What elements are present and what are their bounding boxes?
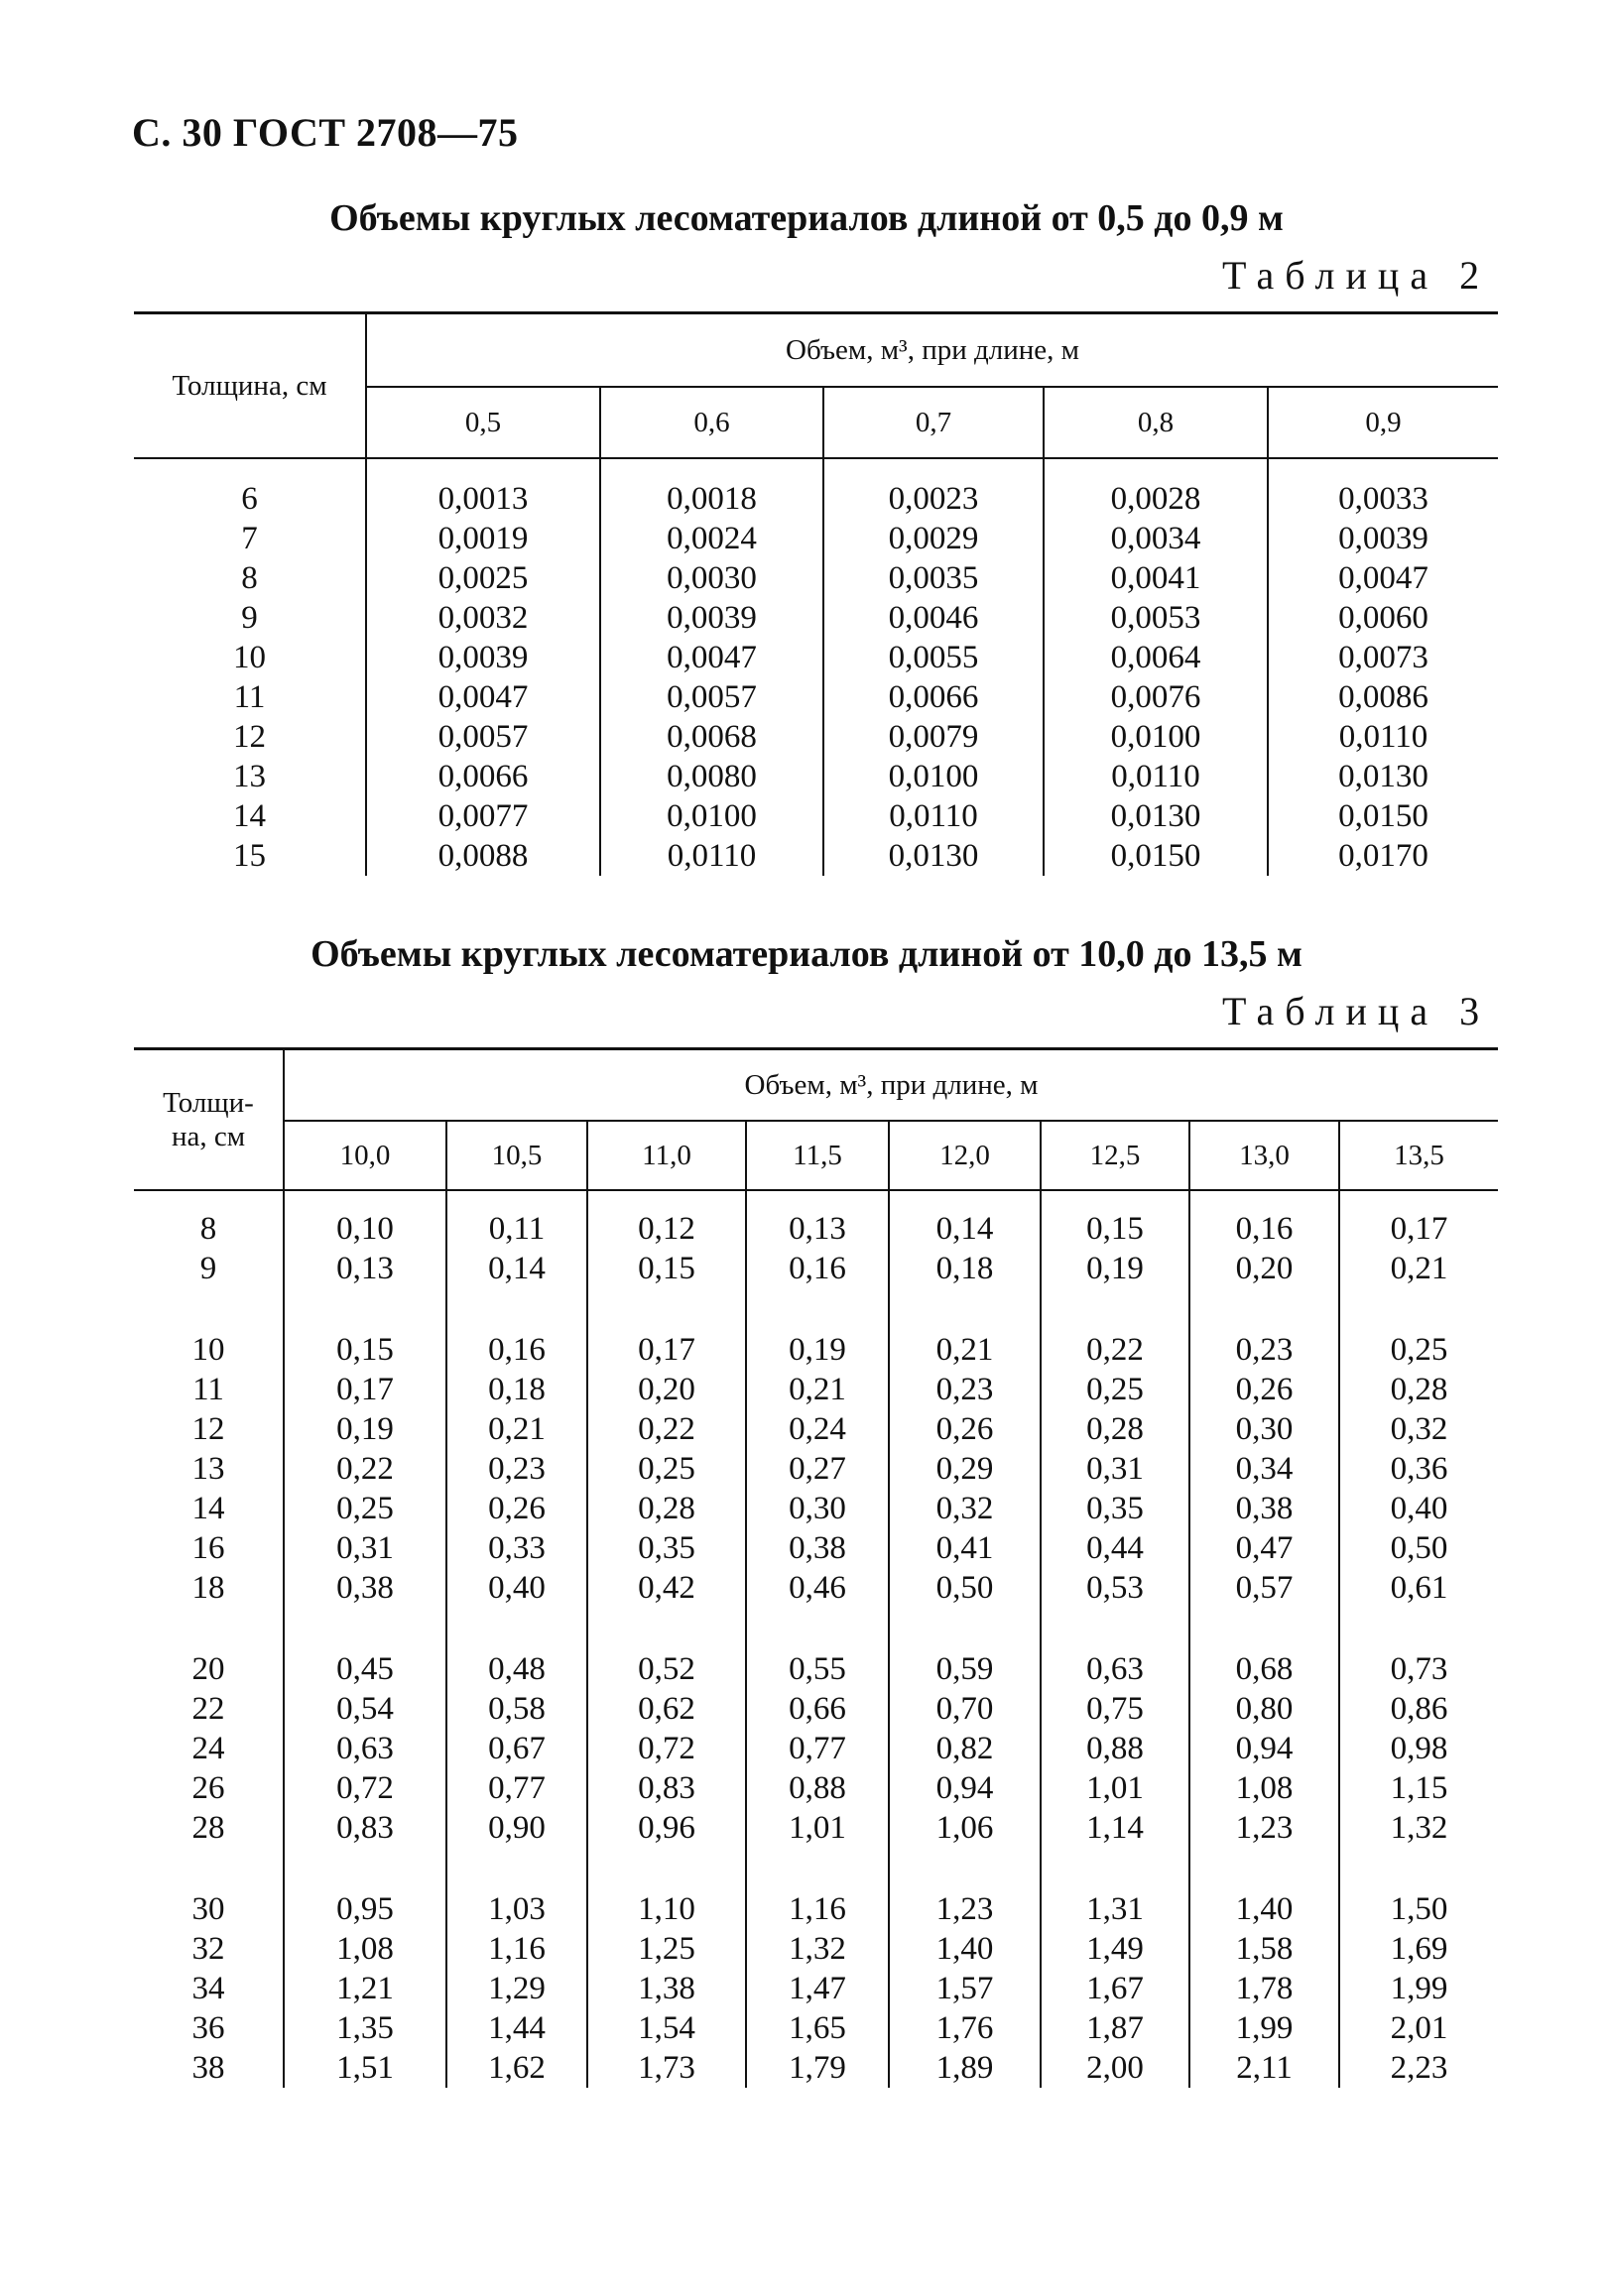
table-row	[134, 717, 1498, 757]
table3-volume-cell: 0,63	[1041, 1649, 1189, 1689]
table3-volume-cell: 0,68	[1189, 1649, 1339, 1689]
table2-column-header: 0,8	[1044, 387, 1268, 458]
table3	[134, 1047, 1498, 2088]
table-row	[134, 1330, 1498, 1370]
table3-volume-cell: 0,16	[1189, 1209, 1339, 1249]
table3-volume-cell: 0,30	[1189, 1409, 1339, 1449]
table-row	[134, 757, 1498, 796]
table3-volume-cell: 2,11	[1189, 2048, 1339, 2088]
table3-spacer-row	[134, 1288, 1498, 1330]
table3-volume-cell: 0,63	[284, 1729, 446, 1768]
table2-volume-cell: 0,0086	[1268, 677, 1498, 717]
table2-spacer-row	[134, 458, 1498, 479]
table3-thickness-cell: 20	[191, 1651, 225, 1687]
table3-volume-cell: 0,88	[746, 1768, 889, 1808]
table3-thickness-cell: 28	[191, 1810, 225, 1846]
table3-volume-cell: 0,38	[284, 1568, 446, 1608]
table2-thickness-cell: 6	[241, 481, 258, 517]
table3-volume-cell: 1,57	[889, 1969, 1041, 2008]
table3-thickness-cell: 8	[199, 1211, 217, 1247]
table3-volume-cell: 1,01	[746, 1808, 889, 1848]
table3-volume-cell: 0,32	[1339, 1409, 1498, 1449]
table3-volume-cell: 0,70	[889, 1689, 1041, 1729]
table3-volume-cell: 1,73	[587, 2048, 746, 2088]
table2-volume-cell: 0,0055	[823, 638, 1044, 677]
table2-volume-cell: 0,0066	[823, 677, 1044, 717]
table3-volume-cell: 0,21	[889, 1330, 1041, 1370]
table-row	[134, 2008, 1498, 2048]
table3-volume-cell: 0,72	[284, 1768, 446, 1808]
table3-spacer-row	[134, 1848, 1498, 1889]
table3-volume-cell: 0,83	[587, 1768, 746, 1808]
table3-volume-cell: 0,58	[446, 1689, 587, 1729]
table3-volume-cell: 0,28	[1339, 1370, 1498, 1409]
table-row	[134, 2048, 1498, 2088]
table2-column-header: 0,5	[366, 387, 600, 458]
table-row	[134, 1808, 1498, 1848]
table3-volume-cell: 1,21	[284, 1969, 446, 2008]
table-row	[134, 479, 1498, 519]
table3-volume-cell: 2,23	[1339, 2048, 1498, 2088]
table3-thickness-cell: 24	[191, 1731, 225, 1766]
table2-volume-cell: 0,0150	[1268, 796, 1498, 836]
table2-group-header: Объем, м³, при длине, м	[366, 313, 1498, 388]
table2-thickness-cell: 7	[241, 521, 258, 556]
table2-thickness-cell: 10	[233, 640, 266, 675]
table3-volume-cell: 0,29	[889, 1449, 1041, 1489]
table3-thickness-cell: 18	[191, 1570, 225, 1606]
table3-volume-cell: 1,65	[746, 2008, 889, 2048]
table3-volume-cell: 1,08	[284, 1929, 446, 1969]
table-row	[134, 1768, 1498, 1808]
table3-volume-cell: 0,94	[1189, 1729, 1339, 1768]
table3-volume-cell: 0,31	[284, 1528, 446, 1568]
table3-volume-cell: 1,29	[446, 1969, 587, 2008]
table3-volume-cell: 0,16	[446, 1330, 587, 1370]
table3-volume-cell: 0,20	[587, 1370, 746, 1409]
table3-volume-cell: 1,01	[1041, 1768, 1189, 1808]
table3-volume-cell: 1,25	[587, 1929, 746, 1969]
table2-volume-cell: 0,0110	[600, 836, 823, 876]
table2-volume-cell: 0,0039	[600, 598, 823, 638]
table3-volume-cell: 0,16	[746, 1249, 889, 1288]
table3-volume-cell: 0,44	[1041, 1528, 1189, 1568]
table2-volume-cell: 0,0100	[600, 796, 823, 836]
table2-caption: Объемы круглых лесоматериалов длиной от 0,5 до 0,9 м	[329, 197, 1284, 239]
table3-volume-cell: 2,00	[1041, 2048, 1189, 2088]
table3-volume-cell: 1,10	[587, 1889, 746, 1929]
table3-volume-cell: 0,40	[1339, 1489, 1498, 1528]
table3-column-header: 11,5	[746, 1121, 889, 1190]
table3-first-col-header	[134, 1049, 284, 1191]
table2-thickness-cell: 8	[241, 560, 258, 596]
table3-volume-cell: 0,10	[284, 1209, 446, 1249]
table-row	[134, 1889, 1498, 1929]
table2-volume-cell: 0,0039	[366, 638, 600, 677]
table3-volume-cell: 0,14	[446, 1249, 587, 1288]
table3-volume-cell: 0,23	[1189, 1330, 1339, 1370]
table3-volume-cell: 0,41	[889, 1528, 1041, 1568]
table3-volume-cell: 0,22	[1041, 1330, 1189, 1370]
table3-volume-cell: 1,32	[1339, 1808, 1498, 1848]
table3-volume-cell: 0,95	[284, 1889, 446, 1929]
table3-volume-cell: 1,40	[889, 1929, 1041, 1969]
table3-volume-cell: 0,53	[1041, 1568, 1189, 1608]
table3-volume-cell: 1,16	[446, 1929, 587, 1969]
table3-volume-cell: 0,72	[587, 1729, 746, 1768]
table3-volume-cell: 0,36	[1339, 1449, 1498, 1489]
table2-volume-cell: 0,0041	[1044, 558, 1268, 598]
table3-volume-cell: 0,80	[1189, 1689, 1339, 1729]
table3-volume-cell: 0,30	[746, 1489, 889, 1528]
table3-volume-cell: 1,76	[889, 2008, 1041, 2048]
table3-volume-cell: 0,32	[889, 1489, 1041, 1528]
table3-thickness-cell: 22	[191, 1691, 225, 1727]
table3-thickness-cell: 34	[191, 1971, 225, 2006]
table-row	[134, 1649, 1498, 1689]
table3-volume-cell: 1,62	[446, 2048, 587, 2088]
table3-thickness-cell: 32	[191, 1931, 225, 1967]
table2-volume-cell: 0,0076	[1044, 677, 1268, 717]
table3-volume-cell: 1,16	[746, 1889, 889, 1929]
table2-volume-cell: 0,0030	[600, 558, 823, 598]
table3-spacer-row	[134, 1190, 1498, 1209]
table2-volume-cell: 0,0060	[1268, 598, 1498, 638]
table2-volume-cell: 0,0047	[600, 638, 823, 677]
table2-volume-cell: 0,0035	[823, 558, 1044, 598]
table3-caption: Объемы круглых лесоматериалов длиной от 10,0 до 13,5 м	[310, 933, 1303, 975]
table3-volume-cell: 0,22	[284, 1449, 446, 1489]
table3-volume-cell: 0,46	[746, 1568, 889, 1608]
table3-volume-cell: 0,26	[1189, 1370, 1339, 1409]
table3-volume-cell: 0,12	[587, 1209, 746, 1249]
table3-volume-cell: 0,25	[587, 1449, 746, 1489]
table2-volume-cell: 0,0064	[1044, 638, 1268, 677]
table3-volume-cell: 0,19	[746, 1330, 889, 1370]
table2-volume-cell: 0,0077	[366, 796, 600, 836]
table2	[134, 311, 1498, 876]
table-row	[134, 638, 1498, 677]
table3-volume-cell: 0,25	[284, 1489, 446, 1528]
table3-thickness-cell: 14	[191, 1491, 225, 1526]
table3-first-col-header-line2: на, см	[171, 1121, 246, 1152]
table-row	[134, 1209, 1498, 1249]
table-row	[134, 1370, 1498, 1409]
table3-volume-cell: 0,15	[587, 1249, 746, 1288]
table2-column-header: 0,6	[600, 387, 823, 458]
table3-volume-cell: 0,47	[1189, 1528, 1339, 1568]
table3-first-col-header-line1: Толщи-	[163, 1087, 254, 1119]
table-row	[134, 796, 1498, 836]
table3-volume-cell: 0,57	[1189, 1568, 1339, 1608]
table3-volume-cell: 1,14	[1041, 1808, 1189, 1848]
table3-volume-cell: 1,15	[1339, 1768, 1498, 1808]
table3-volume-cell: 1,06	[889, 1808, 1041, 1848]
table2-first-col-header: Толщина, см	[134, 313, 366, 459]
table2-volume-cell: 0,0073	[1268, 638, 1498, 677]
table-row	[134, 598, 1498, 638]
table2-volume-cell: 0,0053	[1044, 598, 1268, 638]
table3-volume-cell: 1,23	[889, 1889, 1041, 1929]
table3-volume-cell: 0,21	[746, 1370, 889, 1409]
table2-volume-cell: 0,0047	[1268, 558, 1498, 598]
table2-thickness-cell: 11	[233, 679, 266, 715]
table2-volume-cell: 0,0023	[823, 479, 1044, 519]
table3-volume-cell: 0,73	[1339, 1649, 1498, 1689]
table3-thickness-cell: 38	[191, 2050, 225, 2086]
table3-thickness-cell: 30	[191, 1891, 225, 1927]
table3-volume-cell: 0,88	[1041, 1729, 1189, 1768]
table3-volume-cell: 0,15	[284, 1330, 446, 1370]
table3-volume-cell: 0,61	[1339, 1568, 1498, 1608]
table2-volume-cell: 0,0047	[366, 677, 600, 717]
table3-volume-cell: 0,31	[1041, 1449, 1189, 1489]
table3-label: Таблица 3	[1222, 989, 1491, 1033]
table3-volume-cell: 1,58	[1189, 1929, 1339, 1969]
table3-volume-cell: 0,50	[889, 1568, 1041, 1608]
table3-thickness-cell: 10	[191, 1332, 225, 1368]
table2-column-header: 0,7	[823, 387, 1044, 458]
table3-thickness-cell: 36	[191, 2010, 225, 2046]
table2-volume-cell: 0,0068	[600, 717, 823, 757]
table3-column-header: 13,0	[1189, 1121, 1339, 1190]
table2-volume-cell: 0,0130	[1268, 757, 1498, 796]
table3-volume-cell: 0,55	[746, 1649, 889, 1689]
table2-thickness-cell: 14	[233, 798, 266, 834]
table2-volume-cell: 0,0110	[823, 796, 1044, 836]
table-row	[134, 1729, 1498, 1768]
table3-volume-cell: 1,69	[1339, 1929, 1498, 1969]
table2-label: Таблица 2	[1222, 253, 1491, 298]
table3-volume-cell: 0,77	[446, 1768, 587, 1808]
table3-volume-cell: 0,40	[446, 1568, 587, 1608]
table2-volume-cell: 0,0028	[1044, 479, 1268, 519]
table3-volume-cell: 1,99	[1339, 1969, 1498, 2008]
table3-volume-cell: 1,47	[746, 1969, 889, 2008]
table-row	[134, 558, 1498, 598]
table3-column-header: 10,0	[284, 1121, 446, 1190]
table3-volume-cell: 0,19	[1041, 1249, 1189, 1288]
table3-volume-cell: 0,67	[446, 1729, 587, 1768]
table2-volume-cell: 0,0018	[600, 479, 823, 519]
table2-volume-cell: 0,0130	[1044, 796, 1268, 836]
table3-volume-cell: 0,25	[1339, 1330, 1498, 1370]
table3-volume-cell: 1,03	[446, 1889, 587, 1929]
table3-volume-cell: 0,98	[1339, 1729, 1498, 1768]
table3-group-header: Объем, м³, при длине, м	[284, 1049, 1498, 1122]
table-row	[134, 519, 1498, 558]
table2-volume-cell: 0,0033	[1268, 479, 1498, 519]
table2-volume-cell: 0,0039	[1268, 519, 1498, 558]
table3-thickness-cell: 13	[191, 1451, 225, 1487]
table3-volume-cell: 0,50	[1339, 1528, 1498, 1568]
table-row	[134, 1249, 1498, 1288]
table3-volume-cell: 0,23	[446, 1449, 587, 1489]
table3-volume-cell: 1,67	[1041, 1969, 1189, 2008]
table3-volume-cell: 1,49	[1041, 1929, 1189, 1969]
table2-volume-cell: 0,0013	[366, 479, 600, 519]
table2-volume-cell: 0,0080	[600, 757, 823, 796]
table2-column-header: 0,9	[1268, 387, 1498, 458]
table3-volume-cell: 0,38	[746, 1528, 889, 1568]
table2-volume-cell: 0,0032	[366, 598, 600, 638]
table3-volume-cell: 0,24	[746, 1409, 889, 1449]
table3-volume-cell: 0,59	[889, 1649, 1041, 1689]
table3-volume-cell: 1,50	[1339, 1889, 1498, 1929]
table3-thickness-cell: 16	[191, 1530, 225, 1566]
table-row	[134, 836, 1498, 876]
table3-column-header: 11,0	[587, 1121, 746, 1190]
table3-volume-cell: 2,01	[1339, 2008, 1498, 2048]
table-row	[134, 677, 1498, 717]
table3-volume-cell: 0,18	[889, 1249, 1041, 1288]
table-row	[134, 1929, 1498, 1969]
table2-volume-cell: 0,0025	[366, 558, 600, 598]
table2-thickness-cell: 13	[233, 759, 266, 794]
table3-volume-cell: 0,45	[284, 1649, 446, 1689]
table3-volume-cell: 1,79	[746, 2048, 889, 2088]
table2-volume-cell: 0,0079	[823, 717, 1044, 757]
table3-volume-cell: 0,23	[889, 1370, 1041, 1409]
table3-volume-cell: 0,34	[1189, 1449, 1339, 1489]
table-row	[134, 1528, 1498, 1568]
table3-thickness-cell: 12	[191, 1411, 225, 1447]
table3-volume-cell: 0,42	[587, 1568, 746, 1608]
table3-volume-cell: 0,96	[587, 1808, 746, 1848]
table3-thickness-cell: 26	[191, 1770, 225, 1806]
table2-volume-cell: 0,0100	[1044, 717, 1268, 757]
table3-volume-cell: 0,19	[284, 1409, 446, 1449]
table3-volume-cell: 0,66	[746, 1689, 889, 1729]
table3-volume-cell: 1,08	[1189, 1768, 1339, 1808]
table3-volume-cell: 0,77	[746, 1729, 889, 1768]
table3-volume-cell: 0,33	[446, 1528, 587, 1568]
table2-volume-cell: 0,0100	[823, 757, 1044, 796]
table3-volume-cell: 0,17	[284, 1370, 446, 1409]
table3-volume-cell: 0,86	[1339, 1689, 1498, 1729]
table2-volume-cell: 0,0024	[600, 519, 823, 558]
table2-volume-cell: 0,0029	[823, 519, 1044, 558]
table3-volume-cell: 0,17	[1339, 1209, 1498, 1249]
table2-volume-cell: 0,0066	[366, 757, 600, 796]
table3-volume-cell: 1,99	[1189, 2008, 1339, 2048]
table3-spacer-row	[134, 1608, 1498, 1649]
table2-volume-cell: 0,0110	[1268, 717, 1498, 757]
table3-volume-cell: 0,75	[1041, 1689, 1189, 1729]
table-row	[134, 1568, 1498, 1608]
table2-thickness-cell: 12	[233, 719, 266, 755]
table3-volume-cell: 1,44	[446, 2008, 587, 2048]
table3-volume-cell: 1,32	[746, 1929, 889, 1969]
table3-volume-cell: 0,13	[284, 1249, 446, 1288]
table3-volume-cell: 1,31	[1041, 1889, 1189, 1929]
table3-volume-cell: 1,35	[284, 2008, 446, 2048]
table3-volume-cell: 0,11	[446, 1209, 587, 1249]
table-row	[134, 1409, 1498, 1449]
table3-volume-cell: 0,25	[1041, 1370, 1189, 1409]
table2-volume-cell: 0,0130	[823, 836, 1044, 876]
table-row	[134, 1449, 1498, 1489]
table2-thickness-cell: 9	[241, 600, 258, 636]
table3-volume-cell: 1,89	[889, 2048, 1041, 2088]
table-row	[134, 1489, 1498, 1528]
table3-volume-cell: 0,21	[1339, 1249, 1498, 1288]
table-row	[134, 1969, 1498, 2008]
table3-volume-cell: 0,20	[1189, 1249, 1339, 1288]
table3-volume-cell: 0,82	[889, 1729, 1041, 1768]
page-header: С. 30 ГОСТ 2708—75	[132, 110, 519, 155]
table2-volume-cell: 0,0170	[1268, 836, 1498, 876]
table2-volume-cell: 0,0046	[823, 598, 1044, 638]
table2-thickness-cell: 15	[233, 838, 266, 874]
table3-volume-cell: 0,21	[446, 1409, 587, 1449]
table3-volume-cell: 0,26	[889, 1409, 1041, 1449]
table2-volume-cell: 0,0034	[1044, 519, 1268, 558]
table3-volume-cell: 0,35	[587, 1528, 746, 1568]
table3-volume-cell: 1,78	[1189, 1969, 1339, 2008]
table3-column-header: 10,5	[446, 1121, 587, 1190]
table3-volume-cell: 0,62	[587, 1689, 746, 1729]
table3-volume-cell: 1,38	[587, 1969, 746, 2008]
table3-volume-cell: 0,35	[1041, 1489, 1189, 1528]
table-row	[134, 1689, 1498, 1729]
table3-volume-cell: 0,17	[587, 1330, 746, 1370]
table2-volume-cell: 0,0057	[366, 717, 600, 757]
table3-volume-cell: 1,51	[284, 2048, 446, 2088]
table2-volume-cell: 0,0019	[366, 519, 600, 558]
table2-volume-cell: 0,0150	[1044, 836, 1268, 876]
table3-volume-cell: 0,14	[889, 1209, 1041, 1249]
table3-thickness-cell: 11	[192, 1372, 224, 1407]
table3-volume-cell: 0,54	[284, 1689, 446, 1729]
table3-volume-cell: 0,28	[1041, 1409, 1189, 1449]
table3-volume-cell: 0,38	[1189, 1489, 1339, 1528]
table3-volume-cell: 0,48	[446, 1649, 587, 1689]
table3-volume-cell: 0,94	[889, 1768, 1041, 1808]
table3-column-header: 12,5	[1041, 1121, 1189, 1190]
table3-volume-cell: 1,40	[1189, 1889, 1339, 1929]
table2-volume-cell: 0,0088	[366, 836, 600, 876]
table3-volume-cell: 0,13	[746, 1209, 889, 1249]
table3-column-header: 13,5	[1339, 1121, 1498, 1190]
table3-volume-cell: 0,27	[746, 1449, 889, 1489]
table3-thickness-cell: 9	[199, 1251, 217, 1286]
table3-volume-cell: 0,83	[284, 1808, 446, 1848]
table3-volume-cell: 0,52	[587, 1649, 746, 1689]
table2-volume-cell: 0,0110	[1044, 757, 1268, 796]
table3-volume-cell: 0,28	[587, 1489, 746, 1528]
table3-volume-cell: 1,54	[587, 2008, 746, 2048]
table3-volume-cell: 1,23	[1189, 1808, 1339, 1848]
table2-volume-cell: 0,0057	[600, 677, 823, 717]
table3-volume-cell: 0,26	[446, 1489, 587, 1528]
table3-volume-cell: 0,90	[446, 1808, 587, 1848]
table3-volume-cell: 0,18	[446, 1370, 587, 1409]
table3-volume-cell: 0,22	[587, 1409, 746, 1449]
table3-volume-cell: 0,15	[1041, 1209, 1189, 1249]
table3-volume-cell: 1,87	[1041, 2008, 1189, 2048]
table3-column-header: 12,0	[889, 1121, 1041, 1190]
